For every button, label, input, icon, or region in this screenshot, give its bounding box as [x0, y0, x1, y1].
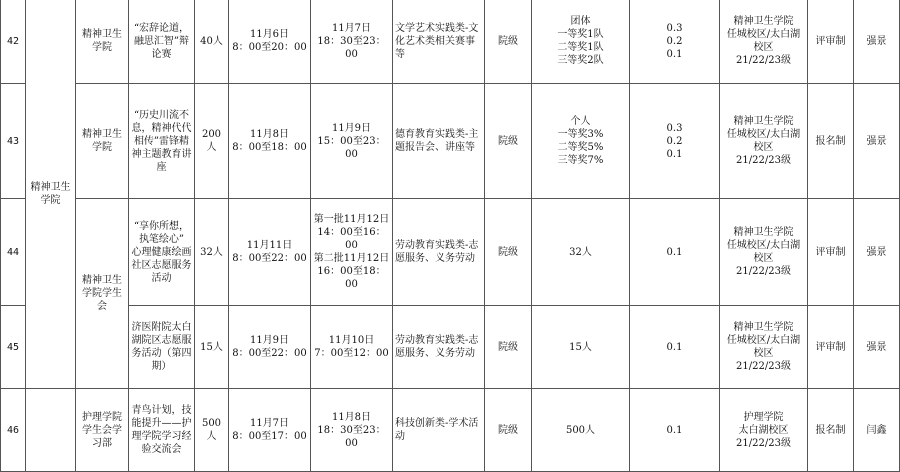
awards-cell: 32人 [532, 199, 630, 306]
organizer-cell: 护理学院学生会学习部 [76, 389, 129, 472]
scope-cell: 精神卫生学院 任城校区/太白湖校区 21/22/23级 [720, 199, 808, 306]
table-row [1, 84, 900, 199]
end-time-cell: 11月8日 18：30至23：00 [311, 389, 393, 472]
end-time-cell: 第一批11月12日 14：00至16：00 第二批11月12日 16：00至18：00 [311, 199, 393, 306]
start-time-cell: 11月6日 8：00至20：00 [229, 0, 311, 84]
category-cell: 科技创新类-学术活动 [393, 389, 485, 472]
level-cell: 院级 [485, 84, 532, 199]
level-cell: 院级 [485, 306, 532, 389]
mode-cell: 评审制 [808, 0, 854, 84]
category-cell: 劳动教育实践类-志愿服务、义务劳动 [393, 306, 485, 389]
start-time-cell: 11月11日 8：00至22：00 [229, 199, 311, 306]
scope-cell: 精神卫生学院 任城校区/太白湖校区 21/22/23级 [720, 0, 808, 84]
organizer-cell: 精神卫生学院学生会 [76, 199, 129, 389]
level-cell: 院级 [485, 0, 532, 84]
mode-cell: 报名制 [808, 84, 854, 199]
level-cell: 院级 [485, 389, 532, 472]
awards-cell: 15人 [532, 306, 630, 389]
start-time-cell: 11月9日 8：00至22：00 [229, 306, 311, 389]
points-cell: 0.1 [630, 389, 720, 472]
participants-cell: 200人 [195, 84, 229, 199]
points-cell: 0.3 0.2 0.1 [630, 0, 720, 84]
activity-name-cell: 济医附院太白湖院区志愿服务活动（第四期） [129, 306, 195, 389]
activity-name-cell: “历史川流不息，精神代代相传”雷锋精神主题教育讲座 [129, 84, 195, 199]
participants-cell: 500人 [195, 389, 229, 472]
end-time-cell: 11月7日 18：30至23：00 [311, 0, 393, 84]
row-number: 45 [1, 306, 26, 389]
end-time-cell: 11月10日 7：00至12：00 [311, 306, 393, 389]
points-cell: 0.3 0.2 0.1 [630, 84, 720, 199]
level-cell: 院级 [485, 199, 532, 306]
points-cell: 0.1 [630, 199, 720, 306]
row-number: 43 [1, 84, 26, 199]
category-cell: 德育教育实践类-主题报告会、讲座等 [393, 84, 485, 199]
participants-cell: 40人 [195, 0, 229, 84]
contact-cell: 强景 [854, 84, 900, 199]
awards-cell: 个人 一等奖3% 二等奖5% 三等奖7% [532, 84, 630, 199]
row-number: 46 [1, 389, 26, 472]
participants-cell: 32人 [195, 199, 229, 306]
category-cell: 劳动教育实践类-志愿服务、义务劳动 [393, 199, 485, 306]
organizer-cell: 精神卫生学院 [76, 0, 129, 84]
category-cell: 文学艺术实践类-文化艺术类相关赛事等 [393, 0, 485, 84]
mode-cell: 评审制 [808, 306, 854, 389]
awards-cell: 500人 [532, 389, 630, 472]
mode-cell: 评审制 [808, 199, 854, 306]
activity-name-cell: 青鸟计划，技能提升——护理学院学习经验交流会 [129, 389, 195, 472]
activity-name-cell: “宏辞论道，融思汇智”辩论赛 [129, 0, 195, 84]
participants-cell: 15人 [195, 306, 229, 389]
contact-cell: 强景 [854, 199, 900, 306]
row-number: 42 [1, 0, 26, 84]
points-cell: 0.1 [630, 306, 720, 389]
college-cell [26, 389, 76, 472]
mode-cell: 报名制 [808, 389, 854, 472]
contact-cell: 强景 [854, 0, 900, 84]
scope-cell: 护理学院 太白湖校区 21/22/23级 [720, 389, 808, 472]
college-cell: 精神卫生学院 [26, 0, 76, 389]
awards-cell: 团体 一等奖1队 二等奖1队 三等奖2队 [532, 0, 630, 84]
end-time-cell: 11月9日 15：00至23：00 [311, 84, 393, 199]
contact-cell: 闫鑫 [854, 389, 900, 472]
organizer-cell: 精神卫生学院 [76, 84, 129, 199]
start-time-cell: 11月8日 8：00至18：00 [229, 84, 311, 199]
row-number: 44 [1, 199, 26, 306]
table-row [1, 306, 900, 389]
activity-name-cell: “享你所想，执笔绘心” 心理健康绘画 社区志愿服务活动 [129, 199, 195, 306]
table-row [1, 199, 900, 306]
scope-cell: 精神卫生学院 任城校区/太白湖校区 21/22/23级 [720, 84, 808, 199]
contact-cell: 强景 [854, 306, 900, 389]
start-time-cell: 11月7日 8：00至17：00 [229, 389, 311, 472]
table-row [1, 0, 900, 84]
table-row [1, 389, 900, 472]
scope-cell: 精神卫生学院 任城校区/太白湖校区 21/22/23级 [720, 306, 808, 389]
